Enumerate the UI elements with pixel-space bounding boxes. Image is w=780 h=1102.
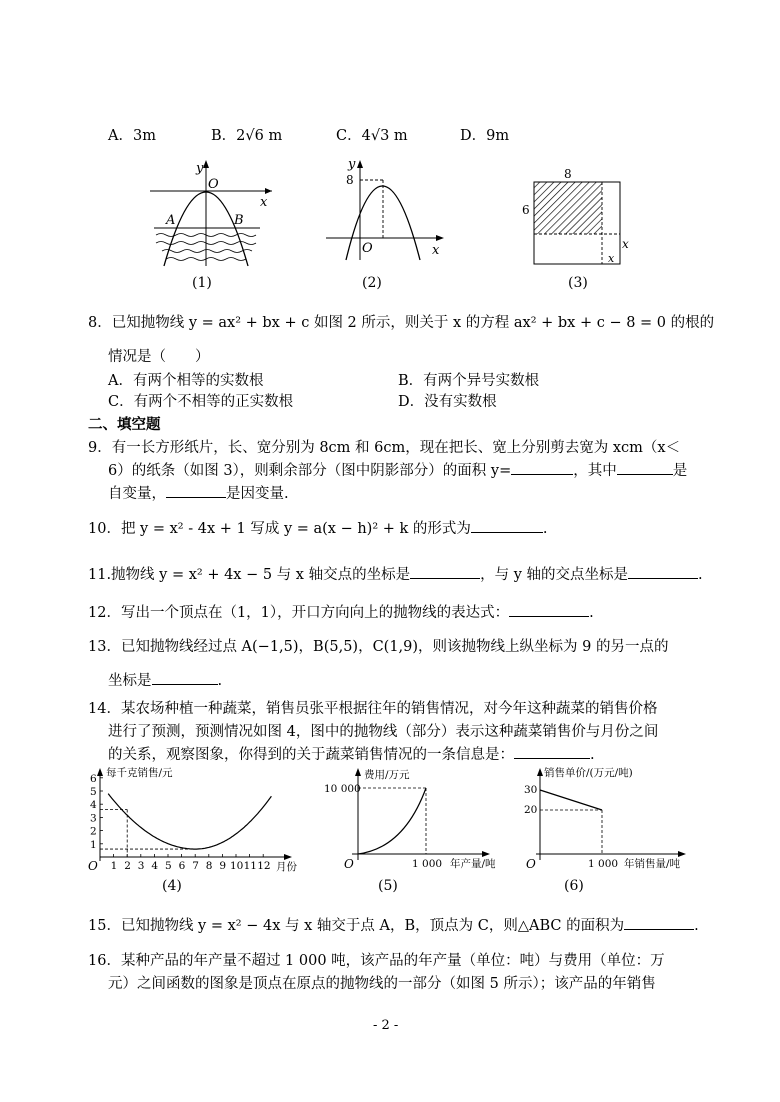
q7-option-a: A．3m (108, 128, 156, 144)
figure-4-caption: (4) (162, 878, 182, 894)
fig2-y-label: y (348, 157, 356, 172)
fig4-x-tick-label: 5 (165, 860, 172, 872)
fig4-x-tick-label: 4 (151, 860, 159, 872)
q8-option-d: D．没有实数根 (398, 394, 497, 410)
fig4-x-tick-label: 3 (137, 860, 145, 872)
q7-option-b: B．2√6 m (211, 128, 283, 144)
fig4-x-tick-label: 8 (205, 860, 213, 872)
figure-2-parabola (322, 158, 446, 262)
q16-line-2: 元）之间函数的图象是顶点在原点的抛物线的一部分（如图 5 所示）；该产品的年销售 (108, 976, 656, 992)
fig6-x-label: 年销售量/吨 (624, 858, 681, 870)
fig2-eight-label: 8 (346, 173, 354, 187)
q8-line-2: 情况是（ ） (108, 349, 210, 365)
fig4-price-curve (108, 794, 271, 850)
fig4-x-tick-label: 7 (192, 860, 199, 872)
fig1-a-label: A (166, 213, 176, 228)
fig1-b-label: B (234, 213, 244, 228)
fig4-y-tick-label: 3 (90, 812, 97, 825)
q8-option-a: A．有两个相等的实数根 (108, 373, 264, 389)
q13-blank (152, 670, 218, 686)
q10: 10．把 y = x² - 4x + 1 写成 y = a(x − h)² + k 的形式为 . (88, 517, 548, 538)
q7-option-c: C．4√3 m (336, 128, 408, 144)
fig6-x-value: 1 000 (588, 858, 619, 870)
fig3-left-label: 6 (522, 203, 530, 217)
figure-6-caption: (6) (564, 878, 584, 894)
q8-option-c: C．有两个不相等的正实数根 (108, 394, 294, 410)
fig6-y-20: 20 (524, 804, 538, 816)
q7-option-d: D．9m (460, 128, 510, 144)
q13-line-1: 13．已知抛物线经过点 A(−1,5)，B(5,5)，C(1,9)，则该抛物线上纵坐标为 9 的另一点的 (88, 639, 669, 655)
q10-blank (471, 518, 543, 534)
fig4-y-tick-label: 5 (90, 786, 97, 798)
fig4-y-ticks (90, 773, 103, 851)
fig3-top-label: 8 (564, 167, 572, 181)
q9-blank-1 (511, 460, 573, 476)
fig4-x-tick-label: 10 (230, 860, 244, 872)
fig1-y-label: y (196, 161, 204, 176)
q9-line-2: 6）的纸条（如图 3），则剩余部分（图中阴影部分）的面积 y= ，其中 是 (108, 459, 687, 480)
figure-4-price-chart (84, 764, 310, 872)
fig5-y-value: 10 000 (324, 783, 361, 795)
fig4-x-tick-label: 9 (219, 860, 227, 872)
q14-line-1: 14．某农场种植一种蔬菜，销售员张平根据往年的销售情况，对今年这种蔬菜的销售价格 (88, 701, 658, 717)
fig6-y-30: 30 (524, 784, 538, 796)
figure-1-arch (140, 158, 280, 270)
q9-blank-3 (166, 483, 226, 499)
fig4-y-tick-label: 2 (90, 825, 97, 838)
figure-5-cost-chart (324, 764, 498, 872)
q14-line-3: 的关系，观察图象，你得到的关于蔬菜销售情况的一条信息是： . (108, 743, 595, 764)
q8-line-1: 8．已知抛物线 y = ax² + bx + c 如图 2 所示，则关于 x 的方程 ax² + bx + c − 8 = 0 的根的 (88, 315, 715, 331)
fig5-y-label: 费用/万元 (364, 769, 410, 781)
fig4-x-tick-label: 11 (243, 860, 257, 872)
q11-blank-2 (628, 564, 698, 580)
fig1-x-label: x (260, 195, 268, 210)
q8-option-b: B．有两个异号实数根 (398, 373, 540, 389)
fig6-origin: O (526, 857, 536, 871)
q14-line-2: 进行了预测，预测情况如图 4，图中的抛物线（部分）表示这种蔬菜销售价与月份之间 (108, 724, 659, 740)
q15-blank (624, 915, 694, 931)
figure-6-sales-chart (520, 764, 696, 872)
fig4-x-tick-label: 12 (257, 860, 271, 872)
q9-line-1: 9．有一长方形纸片，长、宽分别为 8cm 和 6cm，现在把长、宽上分别剪去宽为 xcm（x＜ (88, 440, 681, 456)
q11: 11.抛物线 y = x² + 4x − 5 与 x 轴交点的坐标是 ，与 y 轴的交点坐标是 . (88, 563, 703, 584)
q12: 12．写出一个顶点在（1，1），开口方向向上的抛物线的表达式： . (88, 601, 594, 622)
fig6-y-label: 销售单价/(万元/吨) (544, 767, 633, 779)
fig4-x-tick-label: 1 (110, 860, 118, 872)
fig4-y-tick-label: 1 (90, 838, 97, 851)
fig4-x-tick-label: 6 (178, 860, 186, 872)
fig2-origin-label: O (362, 241, 373, 256)
fig5-cost-curve (358, 788, 426, 854)
fig6-price-line (540, 790, 602, 810)
fig4-y-tick-label: 4 (90, 799, 97, 812)
q12-blank (509, 602, 589, 618)
fig4-origin: O (88, 859, 98, 873)
figure-3-rectangle (518, 168, 638, 268)
fig5-origin: O (344, 857, 354, 871)
fig3-right-x-label: x (622, 237, 629, 251)
fig5-x-value: 1 000 (412, 858, 443, 870)
fig5-x-label: 年产量/吨 (450, 858, 496, 870)
fig4-x-tick-label: 2 (124, 860, 131, 872)
fig4-y-label: 每千克销售/元 (106, 767, 173, 779)
fig2-x-label: x (432, 243, 440, 258)
q14-blank (514, 744, 590, 760)
figure-5-caption: (5) (378, 878, 398, 894)
q16-line-1: 16．某种产品的年产量不超过 1 000 吨，该产品的年产量（单位：吨）与费用（单位：万 (88, 953, 665, 969)
q15: 15．已知抛物线 y = x² − 4x 与 x 轴交于点 A，B，顶点为 C，则△ABC 的面积为 . (88, 914, 699, 935)
figure-2-caption: (2) (362, 275, 382, 291)
fig4-x-label: 月份 (276, 861, 297, 873)
q9-blank-2 (617, 460, 673, 476)
page-number: - 2 - (373, 1018, 399, 1033)
fig1-origin-label: O (208, 177, 219, 192)
figure-1-caption: (1) (192, 275, 212, 291)
q11-blank-1 (410, 564, 480, 580)
q13-line-2: 坐标是 . (108, 669, 222, 690)
figure-3-caption: (3) (568, 275, 588, 291)
q9-line-3: 自变量， 是因变量. (108, 482, 289, 503)
section-heading-fill-in: 二、填空题 (88, 416, 161, 433)
fig3-bottom-x-label: x (608, 252, 615, 265)
fig4-y-tick-label: 6 (90, 772, 97, 785)
